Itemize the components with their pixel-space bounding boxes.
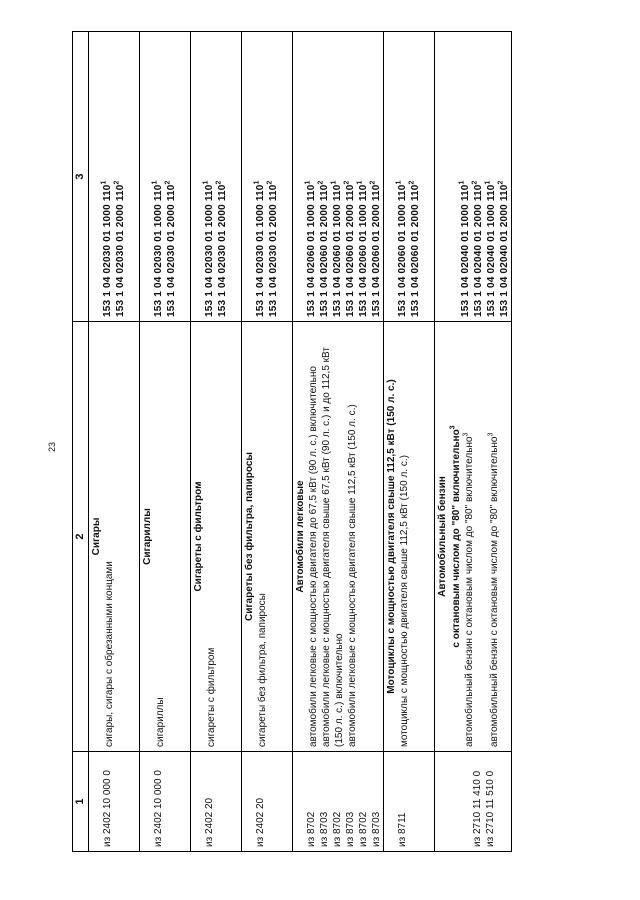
- budget-code: 153 1 04 02040 01 1000 $110^1$: [458, 180, 471, 317]
- tnved-code: из 8702: [358, 811, 369, 847]
- section-heading: Автомобильный бензин: [437, 476, 448, 597]
- section-heading: Автомобили легковые: [295, 480, 306, 593]
- budget-code: 153 1 04 02030 01 1000 $110^1$: [253, 180, 266, 317]
- tnved-code: из 8702: [332, 811, 343, 847]
- budget-code-cell: [191, 32, 242, 322]
- description: автомобильный бензин с октановым числом до "80" включительно$^3$: [462, 432, 475, 747]
- budget-code: 153 1 04 02060 01 2000 $110^2$: [369, 180, 382, 317]
- budget-code: 153 1 04 02030 01 2000 $110^2$: [164, 180, 177, 317]
- section-heading: Сигариллы: [142, 508, 153, 565]
- tnved-code: из 8703: [371, 811, 382, 847]
- description-cell: [293, 322, 384, 752]
- description-cell: [384, 322, 435, 752]
- budget-code: 153 1 04 02030 01 2000 $110^2$: [113, 180, 126, 317]
- tnved-code-cell: [140, 752, 191, 852]
- budget-code: 153 1 04 02030 01 1000 $110^1$: [151, 180, 164, 317]
- tnved-code: из 2402 10 000 0: [102, 770, 113, 847]
- description: сигареты без фильтра, папиросы: [257, 593, 268, 747]
- tnved-code-cell: [435, 752, 512, 852]
- tnved-code: из 8702: [306, 811, 317, 847]
- section-heading: Сигары: [91, 517, 102, 556]
- description-cell: [435, 322, 512, 752]
- tnved-code-cell: [89, 752, 140, 852]
- budget-code: 153 1 04 02060 01 1000 $110^1$: [395, 180, 408, 317]
- table-row: [435, 32, 512, 852]
- tnved-code-cell: [242, 752, 293, 852]
- tnved-code: из 8711: [397, 812, 408, 847]
- budget-code: 153 1 04 02030 01 2000 $110^2$: [215, 180, 228, 317]
- table-row: [191, 32, 242, 852]
- budget-code-cell: [89, 32, 140, 322]
- tnved-code: из 2402 20: [255, 797, 266, 847]
- budget-code: 153 1 04 02040 01 2000 $110^2$: [497, 180, 510, 317]
- description: автомобили легковые с мощностью двигателя свыше 67,5 кВт (90 л. с.) и до 112,5 кВт (150 л. с.) включительно: [321, 347, 345, 747]
- description-cell: [242, 322, 293, 752]
- table-row: [140, 32, 191, 852]
- budget-code: 153 1 04 02060 01 2000 $110^2$: [317, 180, 330, 317]
- budget-code-cell: [242, 32, 293, 322]
- description: сигары, сигары с обрезанными концами: [104, 561, 115, 747]
- budget-code: 153 1 04 02060 01 1000 $110^1$: [330, 180, 343, 317]
- tnved-code: из 8703: [319, 811, 330, 847]
- budget-code-cell: [140, 32, 191, 322]
- budget-code-cell: [435, 32, 512, 322]
- table-row: [293, 32, 384, 852]
- table-row: [242, 32, 293, 852]
- budget-code: 153 1 04 02060 01 1000 $110^1$: [304, 180, 317, 317]
- col-header-1: 1: [73, 752, 89, 852]
- budget-code: 153 1 04 02060 01 2000 $110^2$: [343, 180, 356, 317]
- description: сигариллы: [155, 697, 166, 747]
- col-header-2: 2: [73, 322, 89, 752]
- description: автомобильный бензин с октановым числом до "80" включительно$^3$: [487, 432, 500, 747]
- section-heading-line2: с октановым числом до "80" включительно$^3$: [449, 425, 462, 648]
- budget-code: 153 1 04 02060 01 2000 $110^2$: [408, 180, 421, 317]
- budget-code: 153 1 04 02060 01 1000 $110^1$: [356, 180, 369, 317]
- budget-code-cell: [384, 32, 435, 322]
- budget-code: 153 1 04 02030 01 1000 $110^1$: [202, 180, 215, 317]
- table-row: [384, 32, 435, 852]
- tnved-code: из 2402 20: [204, 797, 215, 847]
- section-heading: Сигареты без фильтра, папиросы: [244, 452, 255, 621]
- description: автомобили легковые с мощностью двигателя свыше 112,5 кВт (150 л. с.): [347, 404, 358, 747]
- excise-code-table: [72, 31, 512, 852]
- description: мотоциклы с мощностью двигателя свыше 112,5 кВт (150 л. с.): [399, 455, 410, 747]
- description-cell: [89, 322, 140, 752]
- budget-code: 153 1 04 02040 01 1000 $110^1$: [484, 180, 497, 317]
- tnved-code: из 2710 11 410 0: [472, 770, 483, 847]
- col-header-3: 3: [73, 32, 89, 322]
- page-number: 23: [47, 441, 57, 452]
- tnved-code-cell: [293, 752, 384, 852]
- rotated-page: [72, 32, 602, 852]
- budget-code: 153 1 04 02040 01 2000 $110^2$: [471, 180, 484, 317]
- header-row: [73, 32, 89, 852]
- section-heading: Мотоциклы с мощностью двигателя свыше 112,5 кВт (150 л. с.): [386, 379, 397, 694]
- description: сигареты с фильтром: [206, 647, 217, 747]
- budget-code: 153 1 04 02030 01 1000 $110^1$: [100, 180, 113, 317]
- tnved-code: из 8703: [345, 811, 356, 847]
- tnved-code-cell: [384, 752, 435, 852]
- tnved-code: из 2710 11 510 0: [485, 770, 496, 847]
- budget-code: 153 1 04 02030 01 2000 $110^2$: [266, 180, 279, 317]
- description-cell: [140, 322, 191, 752]
- section-heading: Сигареты с фильтром: [193, 481, 204, 592]
- tnved-code: из 2402 10 000 0: [153, 770, 164, 847]
- budget-code-cell: [293, 32, 384, 322]
- tnved-code-cell: [191, 752, 242, 852]
- description-cell: [191, 322, 242, 752]
- description: автомобили легковые с мощностью двигателя до 67,5 кВт (90 л. с.) включительно: [308, 366, 319, 747]
- table-row: [89, 32, 140, 852]
